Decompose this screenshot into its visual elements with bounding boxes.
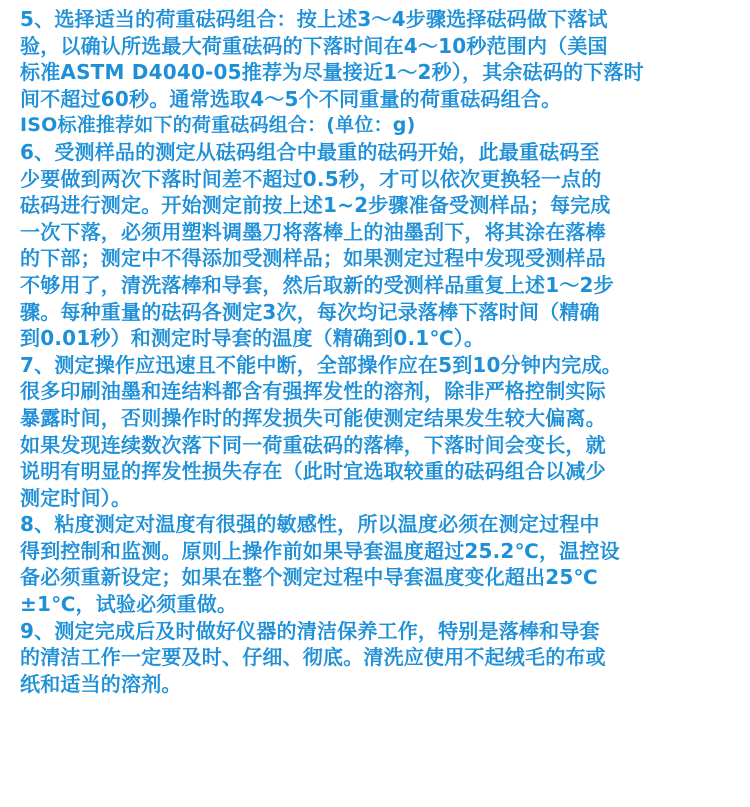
text-line: 9、测定完成后及时做好仪器的清洁保养工作，特别是落棒和导套 [20, 618, 600, 643]
text-line: 如果发现连续数次落下同一荷重砝码的落棒，下落时间会变长，就 [20, 432, 606, 457]
text-line: 得到控制和监测。原则上操作前如果导套温度超过25.2℃，温控设 [20, 538, 620, 563]
text-line: 验，以确认所选最大荷重砝码的下落时间在4～10秒范围内（美国 [20, 33, 608, 58]
text-line: 的下部；测定中不得添加受测样品；如果测定过程中发现受测样品 [20, 246, 606, 271]
text-line: 纸和适当的溶剂。 [20, 671, 182, 696]
text-line: ISO标准推荐如下的荷重砝码组合：(单位：g) [20, 114, 416, 137]
text-line: 备必须重新设定；如果在整个测定过程中导套温度变化超出25℃ [20, 565, 598, 590]
text-line: 的清洁工作一定要及时、仔细、彻底。清洗应使用不起绒毛的布或 [20, 645, 606, 670]
text-line: 暴露时间，否则操作时的挥发损失可能使测定结果发生较大偏离。 [20, 405, 606, 430]
text-line: 到0.01秒）和测定时导套的温度（精确到0.1℃）。 [20, 326, 485, 351]
text-line: 骤。每种重量的砝码各测定3次，每次均记录落棒下落时间（精确 [20, 299, 600, 324]
text-line: 不够用了，清洗落棒和导套，然后取新的受测样品重复上述1～2步 [20, 272, 614, 297]
text-line: 7、测定操作应迅速且不能中断，全部操作应在5到10分钟内完成。 [20, 352, 622, 377]
text-line: 间不超过60秒。通常选取4～5个不同重量的荷重砝码组合。 [20, 86, 562, 111]
text-line: 8、粘度测定对温度有很强的敏感性，所以温度必须在测定过程中 [20, 512, 600, 537]
text-line: 标准ASTM D4040-05推荐为尽量接近1～2秒），其余砝码的下落时 [20, 60, 644, 85]
text-line: 说明有明显的挥发性损失存在（此时宜选取较重的砝码组合以减少 [20, 459, 606, 484]
text-line: 6、受测样品的测定从砝码组合中最重的砝码开始，此最重砝码至 [20, 139, 600, 164]
text-line: 很多印刷油墨和连结料都含有强挥发性的溶剂，除非严格控制实际 [20, 379, 606, 404]
text-line: 一次下落，必须用塑料调墨刀将落棒上的油墨刮下，将其涂在落棒 [20, 219, 606, 244]
text-line: 测定时间）。 [20, 485, 132, 510]
text-line: 砝码进行测定。开始测定前按上述1~2步骤准备受测样品；每完成 [20, 193, 611, 218]
text-line: 少要做到两次下落时间差不超过0.5秒，才可以依次更换轻一点的 [20, 166, 602, 191]
text-line: 5、选择适当的荷重砝码组合：按上述3～4步骤选择砝码做下落试 [20, 7, 608, 31]
text-line: ±1℃，试验必须重做。 [20, 592, 238, 617]
